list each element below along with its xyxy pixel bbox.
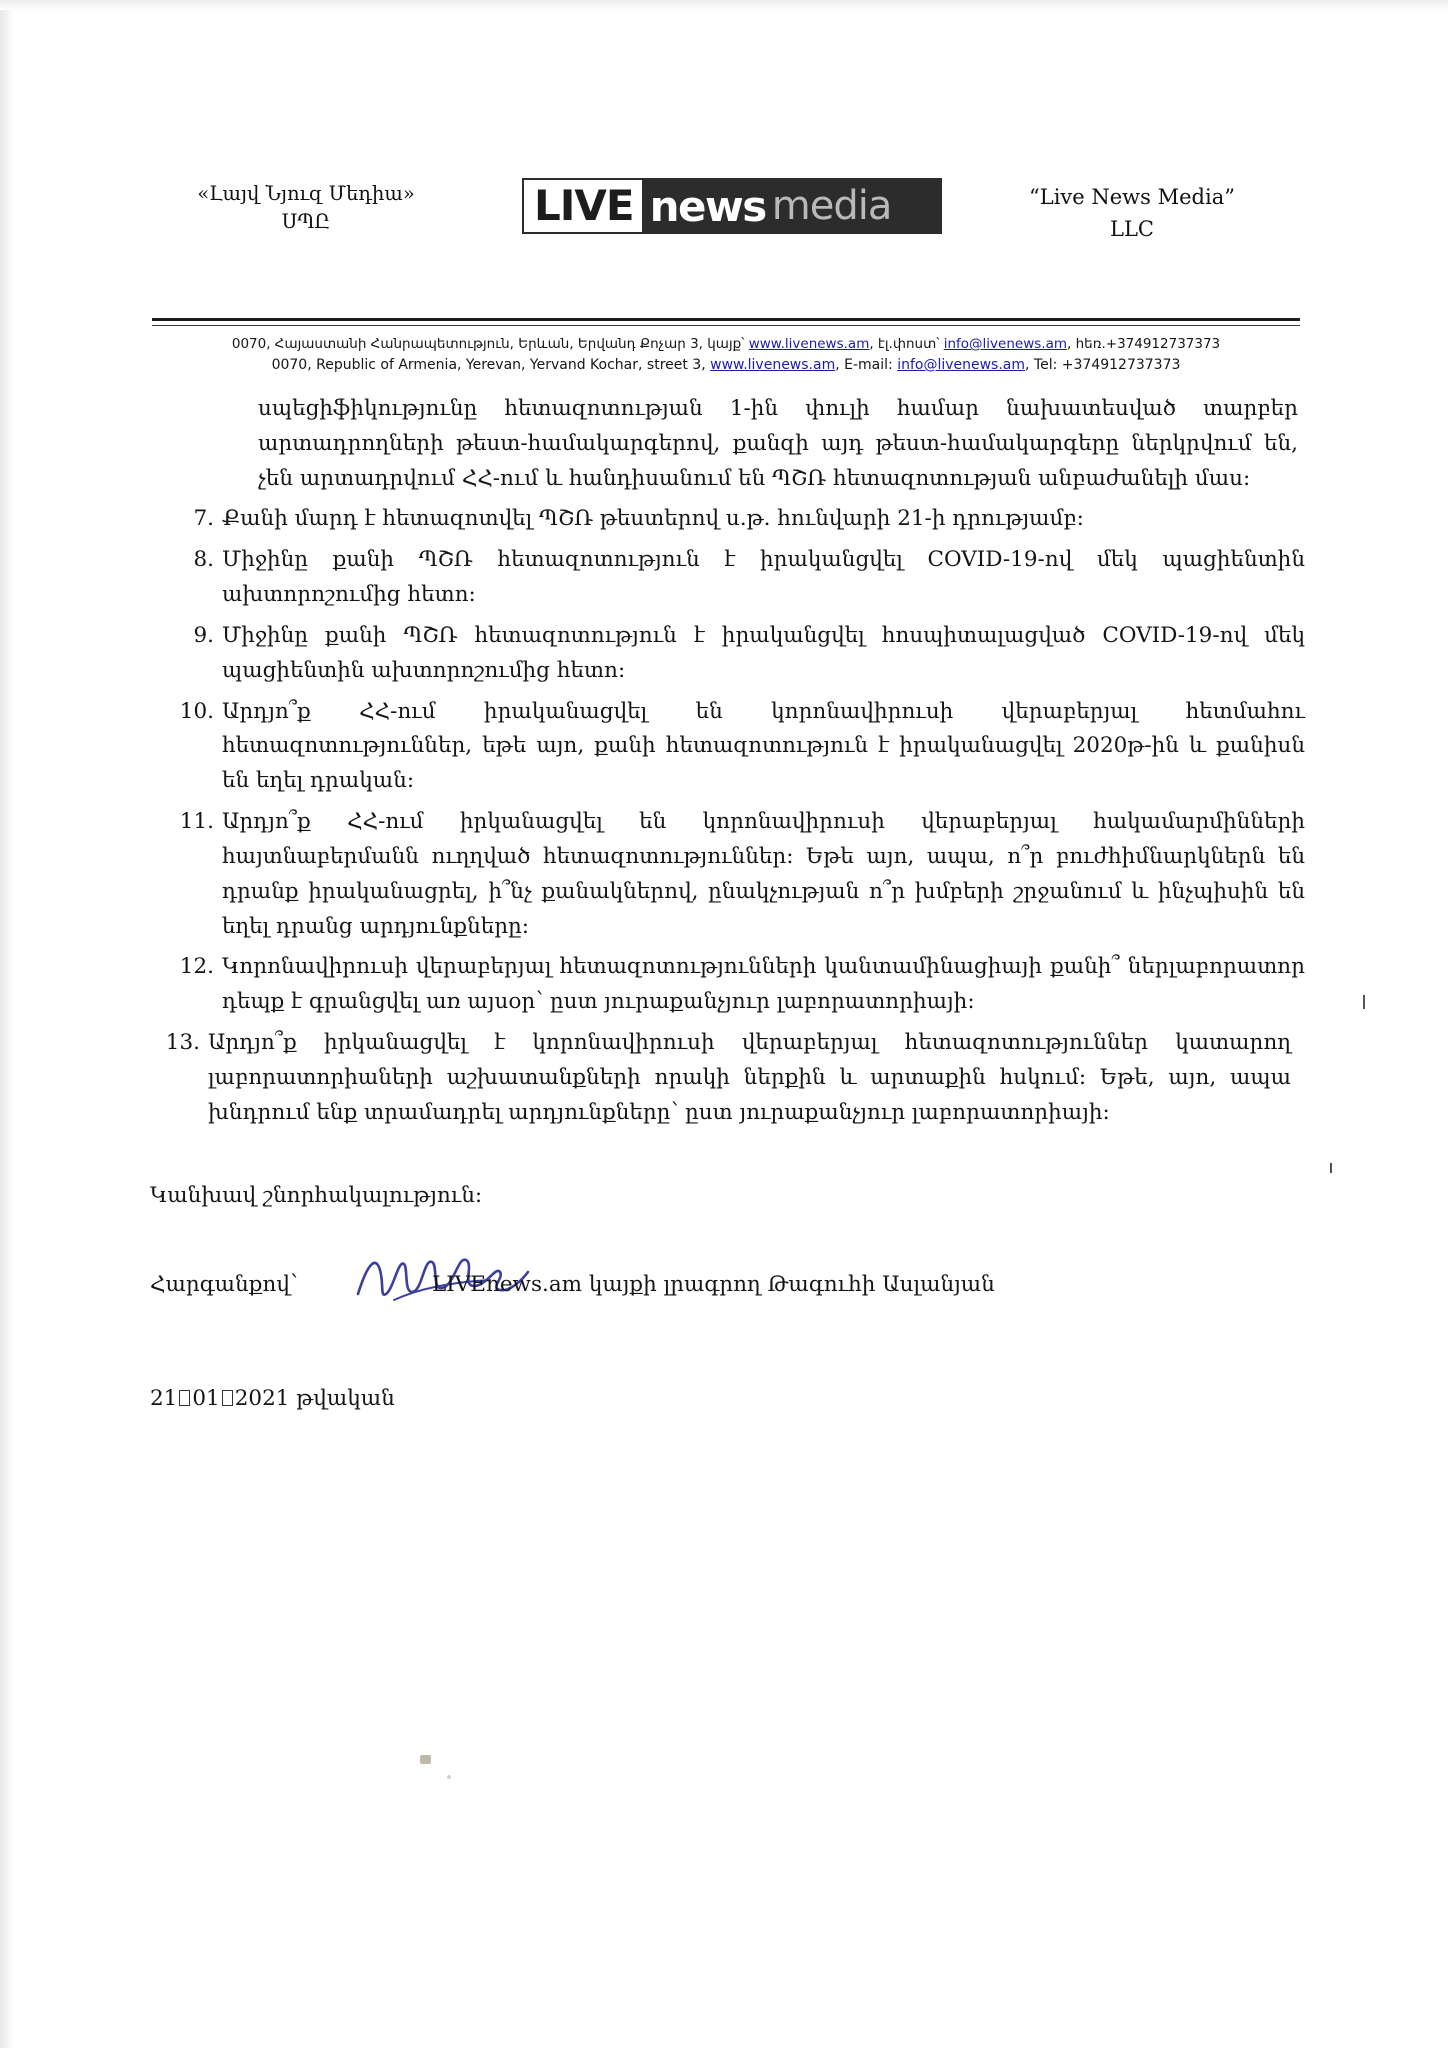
scan-tick [1363,995,1365,1009]
website-link[interactable]: www.livenews.am [748,336,870,352]
scan-edge-top [0,0,1448,10]
list-item-number: 7. [193,506,214,532]
scan-edge-left [0,0,14,2048]
list-item-text: Արդյո՞ք ՀՀ-ում իրկանացվել են կորոնավիրուսի վերաբերյալ հակամարմինների հայտնաբերմանն ուղղված հետազոտություններ: Եթե այո, ապա, ո՞ր բուժհիմնարկներն են դրանք իրականացրել, ի՞նչ քանակներով, ընակչության ո՞ր խմբերի շրջանում և ինչպիսին են եղել դրանց արդյունքները: [222,809,1305,939]
box-glyph-icon [179,1390,190,1406]
list-item-text: Արդյո՞ք ՀՀ-ում իրականացվել են կորոնավիրուսի վերաբերյալ հետմահու հետազոտություններ, եթե այո, քանի հետազոտություն է իրականացվել 2020թ-ին և քանիսն են եղել դրական: [222,698,1305,794]
list-item-text: Արդյո՞ք իրկանացվել է կորոնավիրուսի վերաբերյալ հետազոտություններ կատարող լաբորատորիաների աշխատանքների որակի ներքին և արտաքին հսկում: Եթե, այո, ապա խնդրում ենք տրամադրել արդյունքները՝ ըստ յուրաքանչյուր լաբորատորիայի: [208,1030,1291,1125]
company-name-en [972,182,1292,245]
scan-tick [1330,1163,1332,1173]
closing-thanks: Կանխավ շնորհակալություն: [150,1182,483,1208]
date-year: 2021 [234,1385,290,1411]
list-item-number: 11. [179,809,214,835]
contact-block [152,334,1300,377]
contact-line-hy: 0070, Հայաստանի Հանրապետություն, Երևան, Երվանդ Քոչար 3, կայք՝ www.livenews.am, էլ.փոստ՝ info@livenews.am, հեռ.+374912737373 [231,336,1221,352]
list-item-text: Միջինը քանի ՊՇՌ հետազոտություն է իրականցվել հոսպիտալացված COVID-19-ով մեկ պացիենտին ախտորոշումից հետո: [222,622,1305,683]
header-rule-thick [152,318,1300,321]
list-item [150,805,1305,944]
list-item-text: Միջինը քանի ՊՇՌ հետազոտություն է իրականցվել COVID-19-ով մեկ պացիենտին ախտորոշումից հետո: [222,547,1305,608]
list-item-text: Քանի մարդ է հետազոտվել ՊՇՌ թեստերով ս.թ. հունվարի 21-ի դրությամբ: [222,506,1084,532]
document-body [150,392,1305,1411]
logo-live-text: LIVE [524,180,642,232]
contact-line-en: 0070, Republic of Armenia, Yerevan, Yervand Kochar, street 3, www.livenews.am, E-mail: info@livenews.am, Tel: +374912737373 [271,356,1181,373]
list-item-number: 12. [179,954,214,980]
date-month: 01 [192,1385,220,1411]
scan-speck [420,1755,431,1764]
list-item-number: 13. [165,1030,200,1056]
list-item-number: 9. [193,622,214,648]
signature-name: LIVEnews.am կայքի լրագրող Թագուհի Ասլանյան [432,1271,995,1297]
scan-speck [447,1775,451,1779]
livenewsmedia-logo [522,178,942,234]
list-item-text: Կորոնավիրուսի վերաբերյալ հետազոտությունների կանտամինացիայի քանի՞ ներլաբորատոր դեպք է գրանցվել առ այսօր՝ ըստ յուրաքանչյուր լաբորատորիայի: [222,954,1305,1015]
signature-block [150,1270,1305,1314]
list-item [150,950,1305,1020]
company-name-en-line1: “Live News Media” [1029,185,1235,209]
logo-news-text: news [649,181,766,231]
list-item [150,543,1305,613]
header-rule-thin [152,325,1300,326]
box-glyph-icon [222,1390,233,1406]
company-name-hy-line1: «Լայվ Նյուզ Մեդիա» [197,182,415,205]
email-link[interactable]: info@livenews.am [943,336,1068,352]
lead-paragraph: սպեցիֆիկությունը հետազոտության 1-ին փուլի համար նախատեսված տարբեր արտադրողների թեստ-համակարգերով, քանզի այդ թեստ-համակարգերը ներկրվում են, չեն արտադրվում ՀՀ-ում և հանդիսանում են ՊՇՌ հետազոտության անբաժանելի մաս: [258,396,1298,491]
email-link[interactable]: info@livenews.am [897,356,1026,373]
company-name-en-line2: LLC [1110,216,1154,241]
list-item-number: 10. [179,698,214,724]
signature-label: Հարգանքով՝ [150,1271,298,1297]
logo-media-text: media [771,183,892,229]
question-list [150,502,1305,1130]
company-name-hy-line2: ՍՊԸ [281,210,331,234]
letterhead [150,178,1310,288]
document-date [150,1386,1305,1411]
list-item-number: 8. [193,547,214,573]
list-item [150,619,1305,689]
list-item [150,695,1305,799]
list-item [150,1026,1305,1130]
company-name-hy [156,180,456,237]
website-link[interactable]: www.livenews.am [710,356,836,373]
date-suffix: թվական [296,1385,395,1411]
date-day: 21 [150,1385,178,1411]
list-item [150,502,1305,537]
